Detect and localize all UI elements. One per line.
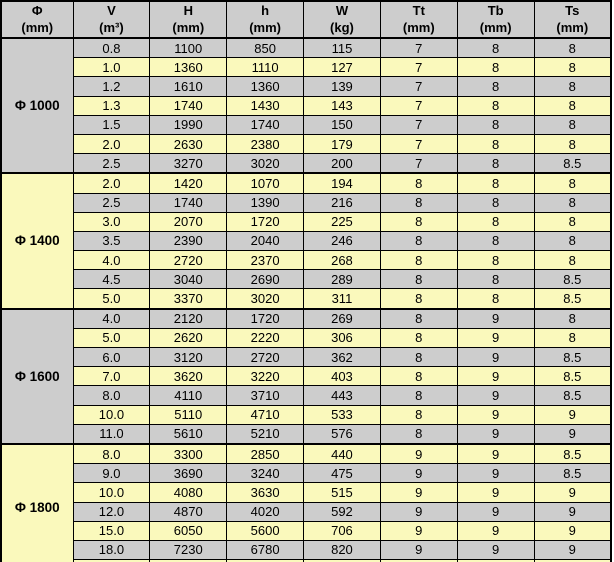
- cell-Tt: 8: [380, 193, 457, 212]
- table-row: [1, 328, 611, 347]
- cell-Tb: 9: [457, 521, 534, 540]
- cell-W: 127: [304, 58, 381, 77]
- table-row: [1, 444, 611, 464]
- cell-W: 194: [304, 173, 381, 193]
- cell-H: 2720: [150, 251, 227, 270]
- cell-v: 10.0: [73, 483, 150, 502]
- header-unit: (mm): [172, 19, 205, 35]
- cell-H: 4870: [150, 502, 227, 521]
- cell-Tb: 8: [457, 251, 534, 270]
- cell-H: 2120: [150, 309, 227, 329]
- cell-Tt: 8: [380, 251, 457, 270]
- header-symbol: Tt: [412, 2, 425, 18]
- cell-H: 4110: [150, 386, 227, 405]
- cell-h: 3020: [227, 154, 304, 174]
- cell-H: 3690: [150, 464, 227, 483]
- header-symbol: V: [107, 2, 116, 18]
- header-cell-phi: [1, 1, 73, 38]
- cell-Tb: 8: [457, 38, 534, 58]
- cell-H: 1420: [150, 173, 227, 193]
- cell-Ts: 8.5: [534, 270, 611, 289]
- cell-H: 3120: [150, 348, 227, 367]
- cell-Tt: 8: [380, 231, 457, 250]
- cell-Tb: 8: [457, 193, 534, 212]
- cell-Ts: 9: [534, 521, 611, 540]
- header-unit: (mm): [402, 19, 435, 35]
- cell-Tt: 9: [380, 483, 457, 502]
- table-row: [1, 58, 611, 77]
- cell-v: 6.0: [73, 348, 150, 367]
- cell-Tt: 7: [380, 58, 457, 77]
- cell-W: 475: [304, 464, 381, 483]
- cell-H: 5110: [150, 405, 227, 424]
- cell-Tb: 8: [457, 173, 534, 193]
- cell-W: 592: [304, 502, 381, 521]
- cell-v: 0.8: [73, 38, 150, 58]
- cell-Ts: 8: [534, 328, 611, 347]
- cell-Ts: 8: [534, 134, 611, 153]
- cell-v: 5.0: [73, 328, 150, 347]
- header-symbol: Tb: [487, 2, 504, 18]
- cell-h: 1390: [227, 193, 304, 212]
- cell-h: 4710: [227, 405, 304, 424]
- header-symbol: W: [335, 2, 349, 18]
- cell-v: 11.0: [73, 424, 150, 444]
- cell-H: 6050: [150, 521, 227, 540]
- table-row: [1, 502, 611, 521]
- cell-h: 3020: [227, 289, 304, 309]
- cell-H: 4080: [150, 483, 227, 502]
- cell-H: 2070: [150, 212, 227, 231]
- cell-v: 12.0: [73, 502, 150, 521]
- cell-Ts: 8: [534, 38, 611, 58]
- cell-Tb: 8: [457, 96, 534, 115]
- cell-Ts: 9: [534, 483, 611, 502]
- cell-h: 2850: [227, 444, 304, 464]
- cell-Tb: 8: [457, 231, 534, 250]
- cell-Tt: 8: [380, 328, 457, 347]
- cell-W: 179: [304, 134, 381, 153]
- cell-Tb: 9: [457, 309, 534, 329]
- group-label-cell: Φ 1400: [1, 173, 73, 308]
- cell-H: 2620: [150, 328, 227, 347]
- cell-H: 3040: [150, 270, 227, 289]
- cell-h: 1720: [227, 212, 304, 231]
- cell-v: 2.5: [73, 193, 150, 212]
- cell-v: 7.0: [73, 367, 150, 386]
- cell-Tt: 9: [380, 444, 457, 464]
- cell-W: 533: [304, 405, 381, 424]
- cell-Tt: 7: [380, 115, 457, 134]
- table-row: [1, 521, 611, 540]
- cell-Tb: 9: [457, 348, 534, 367]
- header-cell-Tt: [380, 1, 457, 38]
- cell-h: 1070: [227, 173, 304, 193]
- table-row: [1, 270, 611, 289]
- cell-h: 2720: [227, 348, 304, 367]
- cell-W: 440: [304, 444, 381, 464]
- header-unit: (mm): [249, 19, 281, 35]
- cell-Tt: 8: [380, 212, 457, 231]
- header-symbol: h: [261, 2, 270, 18]
- cell-H: 3370: [150, 289, 227, 309]
- cell-Tb: 8: [457, 58, 534, 77]
- cell-W: 443: [304, 386, 381, 405]
- cell-Tb: 9: [457, 483, 534, 502]
- cell-Ts: 8.5: [534, 348, 611, 367]
- cell-W: 306: [304, 328, 381, 347]
- cell-h: 5600: [227, 521, 304, 540]
- cell-h: 850: [227, 38, 304, 58]
- cell-Tt: 8: [380, 367, 457, 386]
- cell-W: 289: [304, 270, 381, 289]
- header-unit: (mm): [556, 19, 589, 35]
- cell-W: 115: [304, 38, 381, 58]
- cell-h: 4020: [227, 502, 304, 521]
- cell-Ts: 8: [534, 193, 611, 212]
- cell-H: 1610: [150, 77, 227, 96]
- cell-v: 5.0: [73, 289, 150, 309]
- cell-v: 10.0: [73, 405, 150, 424]
- cell-v: 4.0: [73, 251, 150, 270]
- cell-h: 3710: [227, 386, 304, 405]
- table-row: [1, 231, 611, 250]
- cell-v: 18.0: [73, 540, 150, 559]
- cell-Ts: 8: [534, 231, 611, 250]
- header-symbol: H: [183, 2, 193, 18]
- cell-Tb: 8: [457, 289, 534, 309]
- cell-h: 2040: [227, 231, 304, 250]
- cell-h: 5210: [227, 424, 304, 444]
- cell-v: 2.5: [73, 154, 150, 174]
- cell-v: 2.0: [73, 173, 150, 193]
- header-cell-W: [304, 1, 381, 38]
- cell-h: 1430: [227, 96, 304, 115]
- cell-Ts: 8: [534, 77, 611, 96]
- cell-Tb: 8: [457, 77, 534, 96]
- cell-h: 2370: [227, 251, 304, 270]
- cell-H: 1740: [150, 193, 227, 212]
- cell-Tt: 9: [380, 464, 457, 483]
- cell-W: 576: [304, 424, 381, 444]
- table-row: [1, 483, 611, 502]
- header-unit: (mm): [21, 19, 54, 35]
- table-row: [1, 348, 611, 367]
- cell-H: 1360: [150, 58, 227, 77]
- cell-Tb: 8: [457, 270, 534, 289]
- cell-v: 1.0: [73, 58, 150, 77]
- table-row: [1, 212, 611, 231]
- cell-v: 1.2: [73, 77, 150, 96]
- header-cell-H: [150, 1, 227, 38]
- cell-h: 3630: [227, 483, 304, 502]
- cell-Tb: 9: [457, 502, 534, 521]
- cell-H: 5610: [150, 424, 227, 444]
- cell-Tb: 9: [457, 540, 534, 559]
- table-row: [1, 77, 611, 96]
- cell-W: 820: [304, 540, 381, 559]
- cell-v: 3.0: [73, 212, 150, 231]
- cell-H: 1740: [150, 96, 227, 115]
- table-row: [1, 154, 611, 174]
- cell-W: 139: [304, 77, 381, 96]
- cell-h: 1720: [227, 309, 304, 329]
- table-header: [1, 1, 611, 38]
- cell-v: 15.0: [73, 521, 150, 540]
- table-row: [1, 386, 611, 405]
- cell-h: 2690: [227, 270, 304, 289]
- cell-Ts: 8.5: [534, 289, 611, 309]
- cell-Ts: 9: [534, 502, 611, 521]
- cell-W: 246: [304, 231, 381, 250]
- cell-Tb: 9: [457, 328, 534, 347]
- cell-Ts: 8: [534, 58, 611, 77]
- cell-v: 8.0: [73, 444, 150, 464]
- cell-v: 1.3: [73, 96, 150, 115]
- cell-Ts: 8: [534, 115, 611, 134]
- cell-Tt: 8: [380, 405, 457, 424]
- group-label-cell: Φ 1000: [1, 38, 73, 173]
- cell-Ts: 8.5: [534, 367, 611, 386]
- cell-H: 7230: [150, 540, 227, 559]
- cell-Ts: 8.5: [534, 386, 611, 405]
- cell-h: 1360: [227, 77, 304, 96]
- cell-W: 403: [304, 367, 381, 386]
- cell-Ts: 8: [534, 173, 611, 193]
- cell-Tb: 9: [457, 405, 534, 424]
- header-unit: (mm): [479, 19, 512, 35]
- cell-Tb: 9: [457, 424, 534, 444]
- table-row: [1, 464, 611, 483]
- cell-W: 268: [304, 251, 381, 270]
- cell-H: 1990: [150, 115, 227, 134]
- cell-Tb: 9: [457, 444, 534, 464]
- cell-h: 1740: [227, 115, 304, 134]
- cell-Tt: 7: [380, 96, 457, 115]
- cell-h: 6780: [227, 540, 304, 559]
- cell-h: 3220: [227, 367, 304, 386]
- cell-Tt: 7: [380, 154, 457, 174]
- cell-Tb: 8: [457, 134, 534, 153]
- cell-Tb: 9: [457, 367, 534, 386]
- cell-W: 200: [304, 154, 381, 174]
- cell-Ts: 8.5: [534, 444, 611, 464]
- cell-W: 225: [304, 212, 381, 231]
- cell-H: 3300: [150, 444, 227, 464]
- table-body: [1, 38, 611, 562]
- cell-W: 311: [304, 289, 381, 309]
- cell-W: 362: [304, 348, 381, 367]
- cell-Ts: 8: [534, 212, 611, 231]
- cell-H: 2630: [150, 134, 227, 153]
- cell-H: 3620: [150, 367, 227, 386]
- cell-v: 2.0: [73, 134, 150, 153]
- table-row: [1, 405, 611, 424]
- cell-Tt: 8: [380, 386, 457, 405]
- table-row: [1, 289, 611, 309]
- cell-Tt: 8: [380, 348, 457, 367]
- cell-Tb: 8: [457, 212, 534, 231]
- cell-Tb: 8: [457, 115, 534, 134]
- cell-Ts: 8.5: [534, 154, 611, 174]
- cell-Ts: 9: [534, 405, 611, 424]
- cell-v: 9.0: [73, 464, 150, 483]
- cell-h: 3240: [227, 464, 304, 483]
- cell-W: 706: [304, 521, 381, 540]
- cell-Ts: 8: [534, 96, 611, 115]
- header-cell-Tb: [457, 1, 534, 38]
- cell-Tt: 8: [380, 270, 457, 289]
- table-row: [1, 96, 611, 115]
- cell-W: 216: [304, 193, 381, 212]
- table-row: [1, 540, 611, 559]
- cell-v: 3.5: [73, 231, 150, 250]
- header-unit: (m³): [99, 19, 124, 35]
- header-symbol: Ts: [565, 2, 580, 18]
- cell-H: 1100: [150, 38, 227, 58]
- cell-W: 269: [304, 309, 381, 329]
- cell-Tt: 7: [380, 134, 457, 153]
- cell-Tt: 8: [380, 309, 457, 329]
- cell-v: 4.5: [73, 270, 150, 289]
- group-label-cell: Φ 1800: [1, 444, 73, 562]
- cell-Ts: 9: [534, 424, 611, 444]
- cell-Tt: 9: [380, 502, 457, 521]
- header-cell-Ts: [534, 1, 611, 38]
- cell-h: 2220: [227, 328, 304, 347]
- cell-v: 4.0: [73, 309, 150, 329]
- cell-Tt: 8: [380, 173, 457, 193]
- cell-Tt: 8: [380, 424, 457, 444]
- header-row: [1, 1, 611, 38]
- table-row: [1, 193, 611, 212]
- cell-Tt: 8: [380, 289, 457, 309]
- header-cell-v: [73, 1, 150, 38]
- cell-Tb: 9: [457, 464, 534, 483]
- cell-v: 1.5: [73, 115, 150, 134]
- cell-Ts: 9: [534, 540, 611, 559]
- cell-Ts: 8: [534, 309, 611, 329]
- cell-Tt: 9: [380, 521, 457, 540]
- cell-Tt: 7: [380, 38, 457, 58]
- table-row: [1, 173, 611, 193]
- table-row: [1, 424, 611, 444]
- header-cell-h: [227, 1, 304, 38]
- cell-h: 2380: [227, 134, 304, 153]
- cell-Tt: 7: [380, 77, 457, 96]
- cell-Tb: 8: [457, 154, 534, 174]
- cell-H: 3270: [150, 154, 227, 174]
- cell-Tb: 9: [457, 386, 534, 405]
- cell-Ts: 8.5: [534, 464, 611, 483]
- cell-Tt: 9: [380, 540, 457, 559]
- table-row: [1, 309, 611, 329]
- table-row: [1, 115, 611, 134]
- cell-W: 150: [304, 115, 381, 134]
- cell-Ts: 8: [534, 251, 611, 270]
- table-row: [1, 367, 611, 386]
- cell-H: 2390: [150, 231, 227, 250]
- header-unit: (kg): [330, 19, 354, 35]
- table-row: [1, 251, 611, 270]
- cell-W: 515: [304, 483, 381, 502]
- cell-v: 8.0: [73, 386, 150, 405]
- table-row: [1, 134, 611, 153]
- table-row: [1, 38, 611, 58]
- cell-h: 1110: [227, 58, 304, 77]
- group-label-cell: Φ 1600: [1, 309, 73, 444]
- header-symbol: Φ: [31, 2, 43, 18]
- cell-W: 143: [304, 96, 381, 115]
